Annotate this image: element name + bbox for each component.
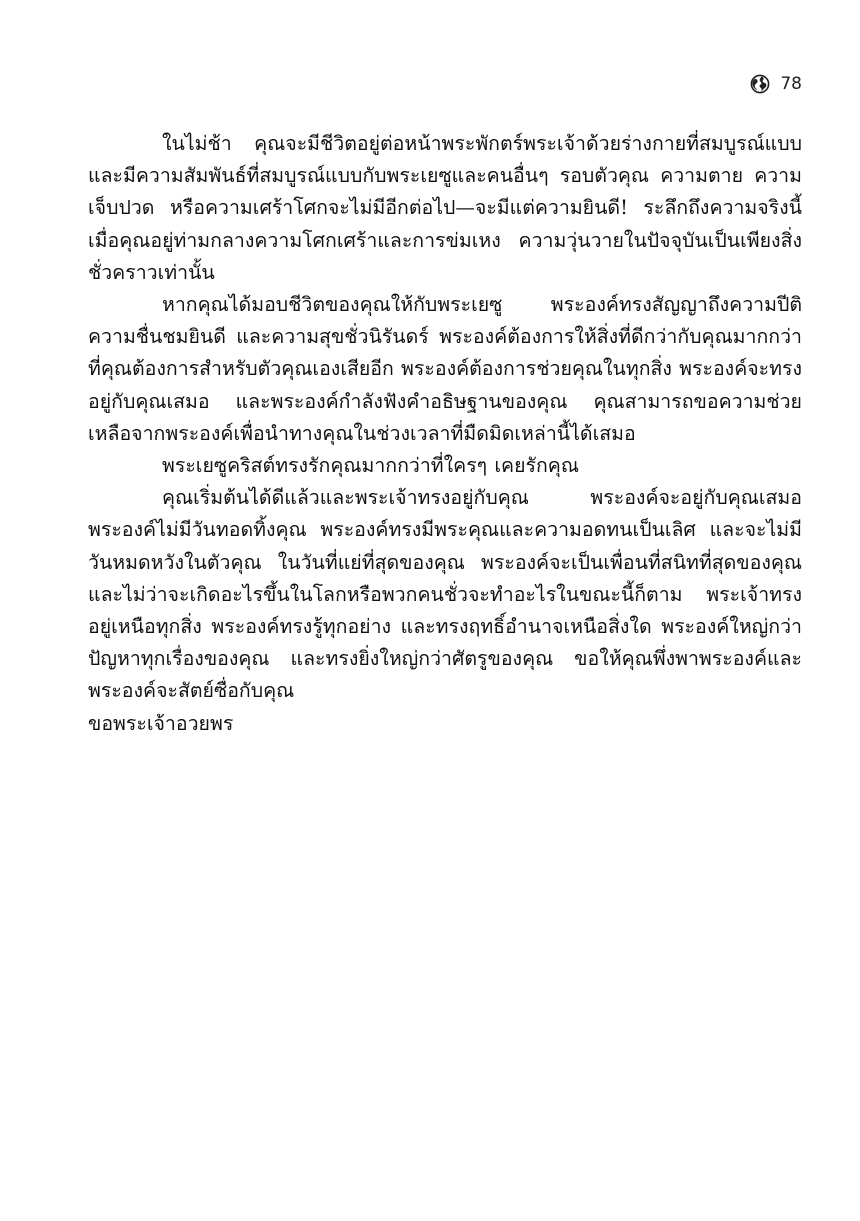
paragraph-3: พระเยซูคริสต์ทรงรักคุณมากกว่าที่ใครๆ เคยรักคุณ bbox=[162, 454, 579, 478]
page-number: 78 bbox=[780, 74, 802, 94]
globe-icon bbox=[750, 74, 770, 94]
document-body bbox=[88, 128, 802, 740]
closing-blessing: ขอพระเจ้าอวยพร bbox=[88, 711, 234, 735]
page-header bbox=[750, 74, 802, 94]
paragraph-2: หากคุณได้มอบชีวิตของคุณให้กับพระเยซู พระองค์ทรงสัญญาถึงความปีติ ความชื่นชมยินดี และความสุขชั่วนิรันดร์ พระองค์ต้องการให้สิ่งที่ดีกว่ากับคุณมากกว่าที่คุณต้องการสำหรับตัวคุณเองเสียอีก พระองค์ต้องการช่วยคุณในทุกสิ่ง พระองค์จะทรงอยู่กับคุณเสมอ และพระองค์กำลังฟังคำอธิษฐานของคุณ คุณสามารถขอความช่วยเหลือจากพระองค์เพื่อนำทางคุณในช่วงเวลาที่มืดมิดเหล่านี้ได้เสมอ bbox=[88, 293, 802, 445]
paragraph-4: คุณเริ่มต้นได้ดีแล้วและพระเจ้าทรงอยู่กับคุณ พระองค์จะอยู่กับคุณเสมอ พระองค์ไม่มีวันทอดทิ้งคุณ พระองค์ทรงมีพระคุณและความอดทนเป็นเลิศ และจะไม่มีวันหมดหวังในตัวคุณ ในวันที่แย่ที่สุดของคุณ พระองค์จะเป็นเพื่อนที่สนิทที่สุดของคุณ และไม่ว่าจะเกิดอะไรขึ้นในโลกหรือพวกคนชั่วจะทำอะไรในขณะนี้ก็ตาม พระเจ้าทรงอยู่เหนือทุกสิ่ง พระองค์ทรงรู้ทุกอย่าง และทรงฤทธิ์อำนาจเหนือสิ่งใด พระองค์ใหญ่กว่าปัญหาทุกเรื่องของคุณ และทรงยิ่งใหญ่กว่าศัตรูของคุณ ขอให้คุณพึ่งพาพระองค์และพระองค์จะสัตย์ซื่อกับคุณ bbox=[88, 486, 802, 703]
paragraph-1: ในไม่ช้า คุณจะมีชีวิตอยู่ต่อหน้าพระพักตร์พระเจ้าด้วยร่างกายที่สมบูรณ์แบบ และมีความสัมพันธ์ที่สมบูรณ์แบบกับพระเยซูและคนอื่นๆ รอบตัวคุณ ความตาย ความเจ็บปวด หรือความเศร้าโศกจะไม่มีอีกต่อไป—จะมีแต่ความยินดี! ระลึกถึงความจริงนี้เมื่อคุณอยู่ท่ามกลางความโศกเศร้าและการข่มเหง ความวุ่นวายในปัจจุบันเป็นเพียงสิ่งชั่วคราวเท่านั้น bbox=[88, 132, 802, 284]
